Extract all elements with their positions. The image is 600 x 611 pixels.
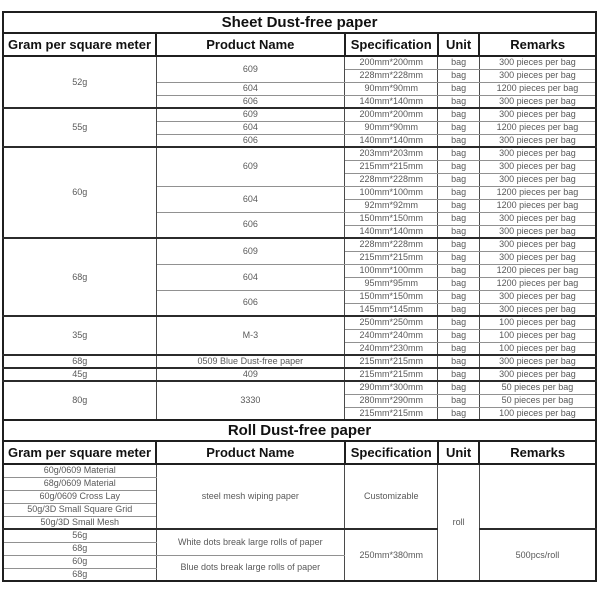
table-row [3, 464, 596, 477]
remarks-cell: 100 pieces per bag [479, 329, 596, 342]
unit-cell: bag [438, 407, 480, 420]
spec-cell: 228mm*228mm [345, 173, 438, 186]
spec-cell: 215mm*215mm [345, 368, 438, 381]
product-cell: 606 [156, 290, 345, 316]
unit-cell: bag [438, 290, 480, 303]
product-cell: M-3 [156, 316, 345, 355]
gram-cell: 56g [3, 529, 156, 542]
spec-cell: 145mm*145mm [345, 303, 438, 316]
spec-cell: 200mm*200mm [345, 108, 438, 121]
product-cell: 609 [156, 108, 345, 121]
spec-cell: Customizable [345, 464, 438, 529]
unit-cell: bag [438, 251, 480, 264]
spec-cell: 140mm*140mm [345, 95, 438, 108]
unit-cell: bag [438, 95, 480, 108]
table-row [3, 381, 596, 394]
column-header-remarks: Remarks [479, 33, 596, 56]
table-row [3, 108, 596, 121]
unit-cell: bag [438, 381, 480, 394]
remarks-cell [479, 464, 596, 529]
spec-cell: 215mm*215mm [345, 407, 438, 420]
remarks-cell: 300 pieces per bag [479, 108, 596, 121]
remarks-cell: 300 pieces per bag [479, 303, 596, 316]
gram-cell: 68g/0609 Material [3, 477, 156, 490]
spec-cell: 240mm*230mm [345, 342, 438, 355]
remarks-cell: 100 pieces per bag [479, 316, 596, 329]
product-cell: Blue dots break large rolls of paper [156, 555, 345, 581]
remarks-cell: 1200 pieces per bag [479, 264, 596, 277]
gram-cell: 60g/0609 Cross Lay [3, 490, 156, 503]
spec-cell: 215mm*215mm [345, 251, 438, 264]
product-cell: 606 [156, 134, 345, 147]
gram-cell: 68g [3, 355, 156, 368]
column-header-remarks: Remarks [479, 441, 596, 464]
unit-cell: bag [438, 69, 480, 82]
table-row [3, 147, 596, 160]
unit-cell: bag [438, 264, 480, 277]
product-cell: 604 [156, 186, 345, 212]
remarks-cell: 300 pieces per bag [479, 225, 596, 238]
gram-cell: 68g [3, 568, 156, 581]
gram-cell: 60g/0609 Material [3, 464, 156, 477]
gram-cell: 45g [3, 368, 156, 381]
product-cell: 604 [156, 121, 345, 134]
page [0, 11, 600, 611]
section-title: Sheet Dust-free paper [3, 12, 596, 33]
column-header-gram: Gram per square meter [3, 33, 156, 56]
gram-cell: 35g [3, 316, 156, 355]
unit-cell: bag [438, 121, 480, 134]
remarks-cell: 1200 pieces per bag [479, 82, 596, 95]
product-cell: 609 [156, 56, 345, 82]
unit-cell: bag [438, 212, 480, 225]
spec-cell: 150mm*150mm [345, 212, 438, 225]
product-cell: White dots break large rolls of paper [156, 529, 345, 555]
gram-cell: 60g [3, 147, 156, 238]
spec-cell: 228mm*228mm [345, 238, 438, 251]
remarks-cell: 300 pieces per bag [479, 69, 596, 82]
spec-cell: 100mm*100mm [345, 186, 438, 199]
gram-cell: 80g [3, 381, 156, 420]
spec-cell: 280mm*290mm [345, 394, 438, 407]
unit-cell: bag [438, 342, 480, 355]
unit-cell: bag [438, 329, 480, 342]
spec-cell: 250mm*250mm [345, 316, 438, 329]
remarks-cell: 300 pieces per bag [479, 134, 596, 147]
unit-cell: bag [438, 134, 480, 147]
unit-cell: bag [438, 368, 480, 381]
column-header-gram: Gram per square meter [3, 441, 156, 464]
table-row [3, 529, 596, 542]
unit-cell: bag [438, 199, 480, 212]
column-header-unit: Unit [438, 33, 480, 56]
unit-cell: bag [438, 316, 480, 329]
remarks-cell: 100 pieces per bag [479, 342, 596, 355]
remarks-cell: 300 pieces per bag [479, 290, 596, 303]
spec-cell: 203mm*203mm [345, 147, 438, 160]
spec-cell: 140mm*140mm [345, 225, 438, 238]
remarks-cell: 300 pieces per bag [479, 212, 596, 225]
remarks-cell: 300 pieces per bag [479, 238, 596, 251]
product-cell: 606 [156, 95, 345, 108]
remarks-cell: 300 pieces per bag [479, 147, 596, 160]
roll-header-row [3, 441, 596, 464]
remarks-cell: 300 pieces per bag [479, 368, 596, 381]
unit-cell: bag [438, 82, 480, 95]
sheet-header-row [3, 33, 596, 56]
product-cell: 409 [156, 368, 345, 381]
unit-cell: bag [438, 225, 480, 238]
gram-cell: 50g/3D Small Square Grid [3, 503, 156, 516]
unit-cell: bag [438, 160, 480, 173]
remarks-cell: 1200 pieces per bag [479, 199, 596, 212]
section-title: Roll Dust-free paper [3, 420, 596, 441]
unit-cell: bag [438, 355, 480, 368]
roll-section-title-row [3, 420, 596, 441]
product-cell: 604 [156, 264, 345, 290]
spec-cell: 200mm*200mm [345, 56, 438, 69]
remarks-cell: 1200 pieces per bag [479, 277, 596, 290]
table-row [3, 355, 596, 368]
product-cell: steel mesh wiping paper [156, 464, 345, 529]
sheet-section-title-row [3, 12, 596, 33]
spec-cell: 140mm*140mm [345, 134, 438, 147]
product-cell: 3330 [156, 381, 345, 420]
unit-cell: bag [438, 186, 480, 199]
remarks-cell: 50 pieces per bag [479, 381, 596, 394]
gram-cell: 68g [3, 238, 156, 316]
remarks-cell: 100 pieces per bag [479, 407, 596, 420]
spec-cell: 95mm*95mm [345, 277, 438, 290]
gram-cell: 60g [3, 555, 156, 568]
gram-cell: 68g [3, 542, 156, 555]
remarks-cell: 300 pieces per bag [479, 173, 596, 186]
product-cell: 609 [156, 147, 345, 186]
remarks-cell: 300 pieces per bag [479, 95, 596, 108]
spec-cell: 228mm*228mm [345, 69, 438, 82]
table-row [3, 238, 596, 251]
spec-cell: 250mm*380mm [345, 529, 438, 581]
spec-cell: 215mm*215mm [345, 160, 438, 173]
remarks-cell: 1200 pieces per bag [479, 121, 596, 134]
product-table [2, 11, 597, 582]
product-cell: 606 [156, 212, 345, 238]
unit-cell: bag [438, 277, 480, 290]
gram-cell: 50g/3D Small Mesh [3, 516, 156, 529]
gram-cell: 52g [3, 56, 156, 108]
spec-cell: 92mm*92mm [345, 199, 438, 212]
column-header-unit: Unit [438, 441, 480, 464]
remarks-cell: 1200 pieces per bag [479, 186, 596, 199]
spec-cell: 90mm*90mm [345, 82, 438, 95]
column-header-spec: Specification [345, 441, 438, 464]
product-cell: 609 [156, 238, 345, 264]
remarks-cell: 50 pieces per bag [479, 394, 596, 407]
remarks-cell: 300 pieces per bag [479, 160, 596, 173]
table-row [3, 56, 596, 69]
column-header-spec: Specification [345, 33, 438, 56]
remarks-cell: 300 pieces per bag [479, 251, 596, 264]
remarks-cell: 300 pieces per bag [479, 56, 596, 69]
product-cell: 0509 Blue Dust-free paper [156, 355, 345, 368]
unit-cell: bag [438, 238, 480, 251]
table-row [3, 316, 596, 329]
remarks-cell: 300 pieces per bag [479, 355, 596, 368]
remarks-cell: 500pcs/roll [479, 529, 596, 581]
table-row [3, 368, 596, 381]
product-cell: 604 [156, 82, 345, 95]
column-header-product: Product Name [156, 441, 345, 464]
spec-cell: 100mm*100mm [345, 264, 438, 277]
unit-cell: bag [438, 173, 480, 186]
spec-cell: 240mm*240mm [345, 329, 438, 342]
unit-cell: bag [438, 394, 480, 407]
unit-cell: bag [438, 147, 480, 160]
gram-cell: 55g [3, 108, 156, 147]
spec-cell: 90mm*90mm [345, 121, 438, 134]
unit-cell: roll [438, 464, 480, 581]
spec-cell: 215mm*215mm [345, 355, 438, 368]
unit-cell: bag [438, 108, 480, 121]
column-header-product: Product Name [156, 33, 345, 56]
unit-cell: bag [438, 56, 480, 69]
spec-cell: 290mm*300mm [345, 381, 438, 394]
unit-cell: bag [438, 303, 480, 316]
spec-cell: 150mm*150mm [345, 290, 438, 303]
